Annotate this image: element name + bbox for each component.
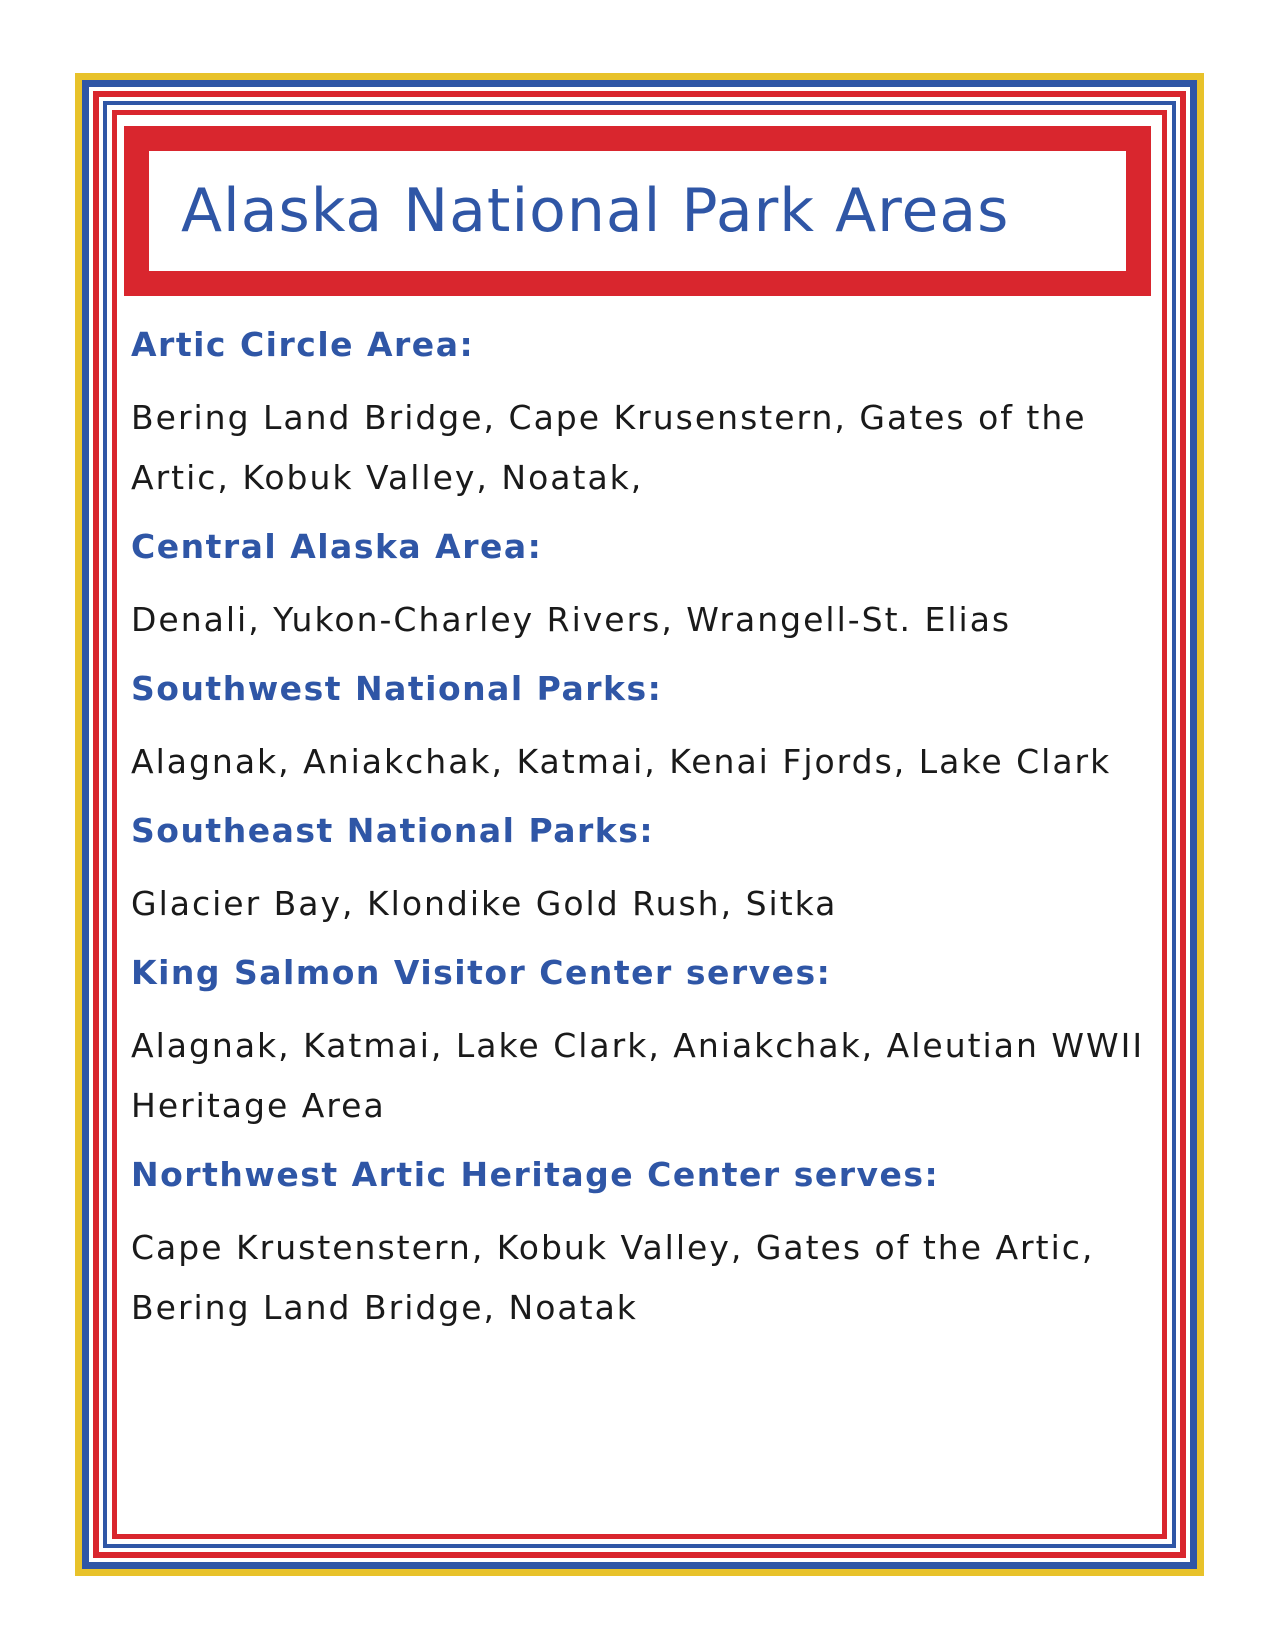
section-northwest-artic	[131, 1152, 1151, 1338]
title-banner-inner	[149, 151, 1126, 271]
section-artic-circle	[131, 322, 1151, 508]
section-body: Alagnak, Aniakchak, Katmai, Kenai Fjords, Lake Clark	[131, 742, 1112, 781]
section-southwest	[131, 666, 1151, 792]
section-body: Bering Land Bridge, Cape Krusenstern, Gates of the Artic, Kobuk Valley, Noatak,	[131, 398, 1087, 497]
section-heading: Central Alaska Area:	[131, 527, 543, 566]
section-king-salmon	[131, 950, 1151, 1136]
section-body: Glacier Bay, Klondike Gold Rush, Sitka	[131, 884, 838, 923]
section-southeast	[131, 808, 1151, 934]
section-central-alaska	[131, 524, 1151, 650]
park-area-list	[131, 322, 1151, 1354]
section-heading: King Salmon Visitor Center serves:	[131, 953, 832, 992]
section-body: Denali, Yukon-Charley Rivers, Wrangell-St. Elias	[131, 600, 1012, 639]
section-body: Cape Krustenstern, Kobuk Valley, Gates of the Artic, Bering Land Bridge, Noatak	[131, 1228, 1095, 1327]
page-title: Alaska National Park Areas	[181, 176, 1010, 246]
section-heading: Southeast National Parks:	[131, 811, 655, 850]
section-heading: Southwest National Parks:	[131, 669, 663, 708]
title-banner	[124, 126, 1151, 296]
section-body: Alagnak, Katmai, Lake Clark, Aniakchak, Aleutian WWII Heritage Area	[131, 1026, 1145, 1125]
section-heading: Artic Circle Area:	[131, 325, 475, 364]
section-heading: Northwest Artic Heritage Center serves:	[131, 1155, 940, 1194]
